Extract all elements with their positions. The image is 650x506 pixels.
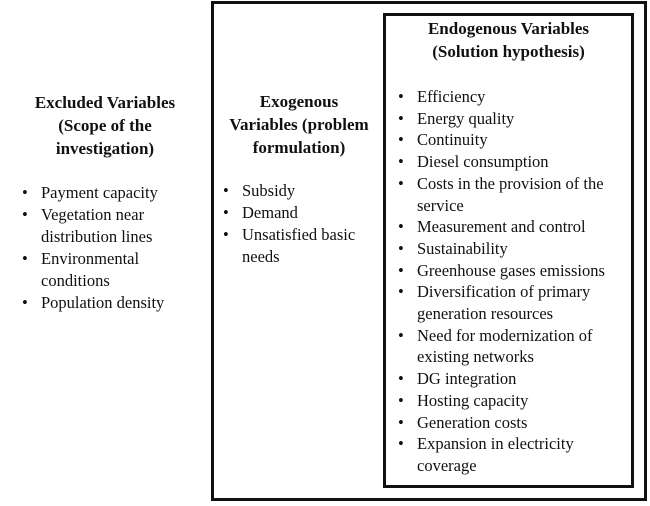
- bullet-icon: •: [398, 217, 404, 237]
- list-item: [398, 151, 629, 173]
- title-line: formulation): [252, 138, 346, 157]
- title-line: (Scope of the: [58, 116, 152, 135]
- item-text: Measurement and control: [417, 217, 586, 237]
- list-item: [398, 412, 629, 434]
- bullet-icon: •: [398, 412, 404, 432]
- bullet-icon: •: [223, 181, 229, 200]
- title-line: (Solution hypothesis): [432, 42, 585, 61]
- item-text: Environmental conditions: [41, 249, 140, 290]
- item-text: Continuity: [417, 130, 488, 150]
- title-line: Excluded Variables: [34, 93, 176, 112]
- bullet-icon: •: [398, 130, 404, 150]
- item-text: Payment capacity: [41, 183, 158, 202]
- item-text: Hosting capacity: [417, 390, 529, 410]
- bullet-icon: •: [22, 293, 28, 312]
- list-item: [398, 238, 629, 260]
- bullet-icon: •: [22, 183, 28, 202]
- item-text: Population density: [41, 293, 165, 312]
- endogenous-list: [398, 86, 629, 477]
- list-item: [223, 224, 382, 268]
- exogenous-list: [223, 180, 382, 268]
- bullet-icon: •: [398, 325, 404, 345]
- list-item: [223, 202, 382, 224]
- list-item: [22, 182, 211, 204]
- list-item: [398, 368, 629, 390]
- bullet-icon: •: [398, 434, 404, 454]
- title-line: Endogenous Variables: [427, 19, 590, 38]
- item-text: Efficiency: [417, 87, 486, 106]
- bullet-icon: •: [398, 390, 404, 410]
- item-text: Subsidy: [242, 181, 296, 200]
- list-item: [22, 248, 211, 292]
- excluded-title: [0, 91, 210, 160]
- bullet-icon: •: [398, 238, 404, 258]
- item-text: Unsatisfied basic needs: [242, 225, 356, 266]
- item-text: Costs in the provision of the service: [417, 173, 604, 215]
- bullet-icon: •: [223, 203, 229, 222]
- item-text: Demand: [242, 203, 298, 222]
- bullet-icon: •: [398, 108, 404, 128]
- excluded-list: [22, 182, 211, 314]
- item-text: Need for modernization of existing networks: [417, 325, 593, 367]
- list-item: [398, 173, 629, 216]
- exogenous-title: [214, 90, 384, 159]
- bullet-icon: •: [398, 369, 404, 389]
- bullet-icon: •: [398, 87, 404, 106]
- endogenous-title: [386, 17, 631, 63]
- list-item: [398, 325, 629, 368]
- item-text: Diesel consumption: [417, 152, 549, 172]
- bullet-icon: •: [398, 152, 404, 172]
- item-text: Generation costs: [417, 412, 528, 432]
- list-item: [223, 180, 382, 202]
- list-item: [22, 292, 211, 314]
- item-text: Sustainability: [417, 238, 508, 258]
- bullet-icon: •: [398, 173, 404, 193]
- bullet-icon: •: [398, 260, 404, 280]
- bullet-icon: •: [223, 225, 229, 244]
- bullet-icon: •: [22, 205, 28, 224]
- list-item: [398, 433, 629, 476]
- bullet-icon: •: [22, 249, 28, 268]
- title-line: investigation): [55, 139, 155, 158]
- title-line: Variables (problem: [229, 115, 369, 134]
- list-item: [398, 260, 629, 282]
- list-item: [398, 108, 629, 130]
- bullet-icon: •: [398, 282, 404, 302]
- list-item: [22, 204, 211, 248]
- list-item: [398, 281, 629, 324]
- list-item: [398, 390, 629, 412]
- item-text: DG integration: [417, 369, 517, 389]
- item-text: Greenhouse gases emissions: [417, 260, 605, 280]
- list-item: [398, 216, 629, 238]
- title-line: Exogenous: [259, 92, 339, 111]
- item-text: Vegetation near distribution lines: [41, 205, 153, 246]
- item-text: Diversification of primary generation resources: [417, 282, 591, 324]
- list-item: [398, 86, 629, 108]
- item-text: Expansion in electricity coverage: [417, 434, 574, 475]
- list-item: [398, 129, 629, 151]
- item-text: Energy quality: [417, 108, 515, 128]
